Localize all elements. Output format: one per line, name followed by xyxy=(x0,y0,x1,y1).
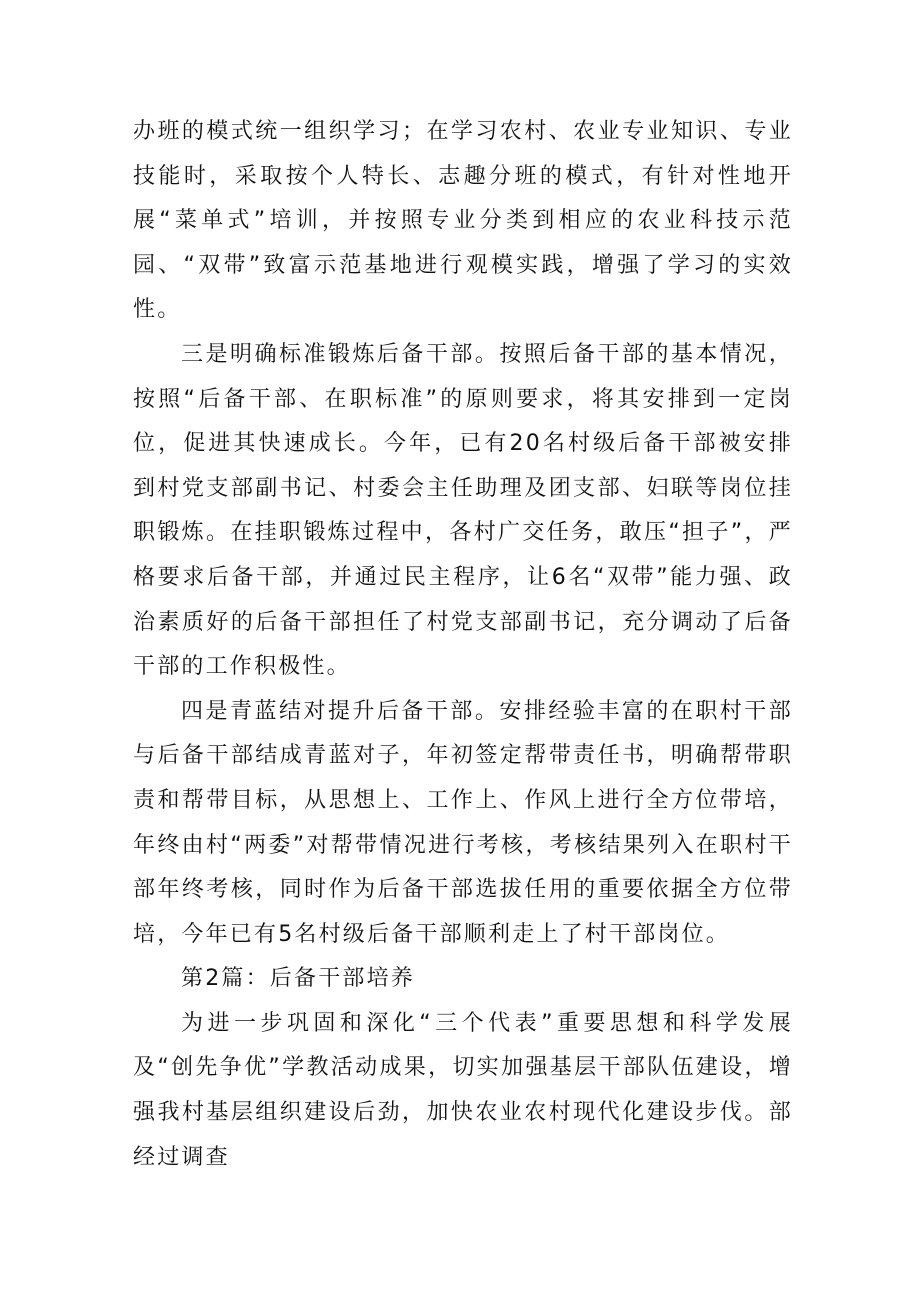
section-heading: 第2篇：后备干部培养 xyxy=(181,966,415,992)
paragraph-point-three: 三是明确标准锻炼后备干部。按照后备干部的基本情况，按照“后备干部、在职标准”的原则要求，将其安排到一定岗位，促进其快速成长。今年，已有20名村级后备干部被安排到村党支部副书记、村委会主任助理及团支部、妇联等岗位挂职锻炼。在挂职锻炼过程中，各村广交任务，敢压“担子”，严格要求后备干部，并通过民主程序，让6名“双带”能力强、政治素质好的后备干部担任了村党支部副书记，充分调动了后备干部的工作积极性。 xyxy=(133,341,793,680)
paragraph-continued: 办班的模式统一组织学习；在学习农村、农业专业知识、专业技能时，采取按个人特长、志趣分班的模式，有针对性地开展“菜单式”培训，并按照专业分类到相应的农业科技示范园、“双带”致富示范基地进行观模实践，增强了学习的实效性。 xyxy=(133,119,793,323)
paragraph-section-intro: 为进一步巩固和深化“三个代表”重要思想和科学发展及“创先争优”学教活动成果，切实加强基层干部队伍建设，增强我村基层组织建设后劲，加快农业农村现代化建设步伐。部经过调查 xyxy=(133,1010,793,1170)
document-body xyxy=(133,110,793,1180)
paragraph-point-four: 四是青蓝结对提升后备干部。安排经验丰富的在职村干部与后备干部结成青蓝对子，年初签定帮带责任书，明确帮带职责和帮带目标，从思想上、工作上、作风上进行全方位带培，年终由村“两委”对帮带情况进行考核，考核结果列入在职村干部年终考核，同时作为后备干部选拔任用的重要依据全方位带培，今年已有5名村级后备干部顺利走上了村干部岗位。 xyxy=(133,698,793,947)
